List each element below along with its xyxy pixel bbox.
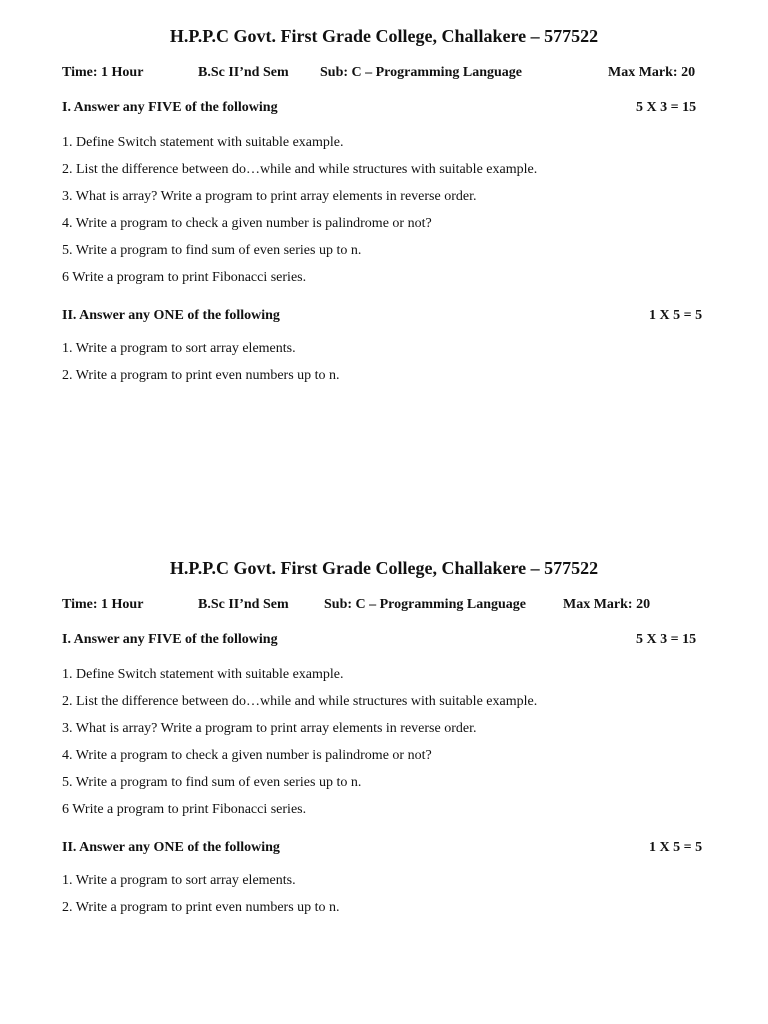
question-item: 3. What is array? Write a program to print array elements in reverse order. xyxy=(62,189,477,204)
question-item: 1. Define Switch statement with suitable example. xyxy=(62,135,344,150)
question-item: 2. Write a program to print even numbers up to n. xyxy=(62,368,340,383)
section-2-marks: 1 X 5 = 5 xyxy=(649,840,703,855)
question-item: 1. Write a program to sort array elements. xyxy=(62,341,296,356)
question-item: 4. Write a program to check a given number is palindrome or not? xyxy=(62,216,432,231)
exam-subject: Sub: C – Programming Language xyxy=(324,597,526,612)
section-1-title: I. Answer any FIVE of the following xyxy=(62,632,278,647)
question-item: 3. What is array? Write a program to print array elements in reverse order. xyxy=(62,721,477,736)
exam-meta-row xyxy=(0,65,768,85)
section-2-title: II. Answer any ONE of the following xyxy=(62,308,280,323)
exam-time: Time: 1 Hour xyxy=(62,65,144,80)
section-1-marks: 5 X 3 = 15 xyxy=(636,100,697,115)
question-item: 6 Write a program to print Fibonacci series. xyxy=(62,270,307,285)
section-2-marks: 1 X 5 = 5 xyxy=(649,308,703,323)
question-item: 2. Write a program to print even numbers up to n. xyxy=(62,900,340,915)
exam-max-mark: Max Mark: 20 xyxy=(563,597,651,612)
section-1-header xyxy=(0,632,768,652)
question-item: 1. Define Switch statement with suitable example. xyxy=(62,667,344,682)
section-2-header xyxy=(0,840,768,860)
exam-meta-row xyxy=(0,597,768,617)
exam-time: Time: 1 Hour xyxy=(62,597,144,612)
question-item: 2. List the difference between do…while and while structures with suitable example. xyxy=(62,162,538,177)
question-item: 5. Write a program to find sum of even series up to n. xyxy=(62,775,362,790)
question-item: 4. Write a program to check a given number is palindrome or not? xyxy=(62,748,432,763)
college-title: H.P.P.C Govt. First Grade College, Challakere – 577522 xyxy=(169,558,599,578)
section-1-marks: 5 X 3 = 15 xyxy=(636,632,697,647)
question-item: 6 Write a program to print Fibonacci series. xyxy=(62,802,307,817)
question-item: 1. Write a program to sort array elements. xyxy=(62,873,296,888)
question-item: 5. Write a program to find sum of even series up to n. xyxy=(62,243,362,258)
exam-subject: Sub: C – Programming Language xyxy=(320,65,522,80)
section-2-header xyxy=(0,308,768,328)
exam-course: B.Sc II’nd Sem xyxy=(198,597,289,612)
section-1-header xyxy=(0,100,768,120)
question-item: 2. List the difference between do…while and while structures with suitable example. xyxy=(62,694,538,709)
exam-max-mark: Max Mark: 20 xyxy=(608,65,696,80)
section-1-title: I. Answer any FIVE of the following xyxy=(62,100,278,115)
section-2-title: II. Answer any ONE of the following xyxy=(62,840,280,855)
college-title: H.P.P.C Govt. First Grade College, Challakere – 577522 xyxy=(169,26,599,46)
exam-course: B.Sc II’nd Sem xyxy=(198,65,289,80)
